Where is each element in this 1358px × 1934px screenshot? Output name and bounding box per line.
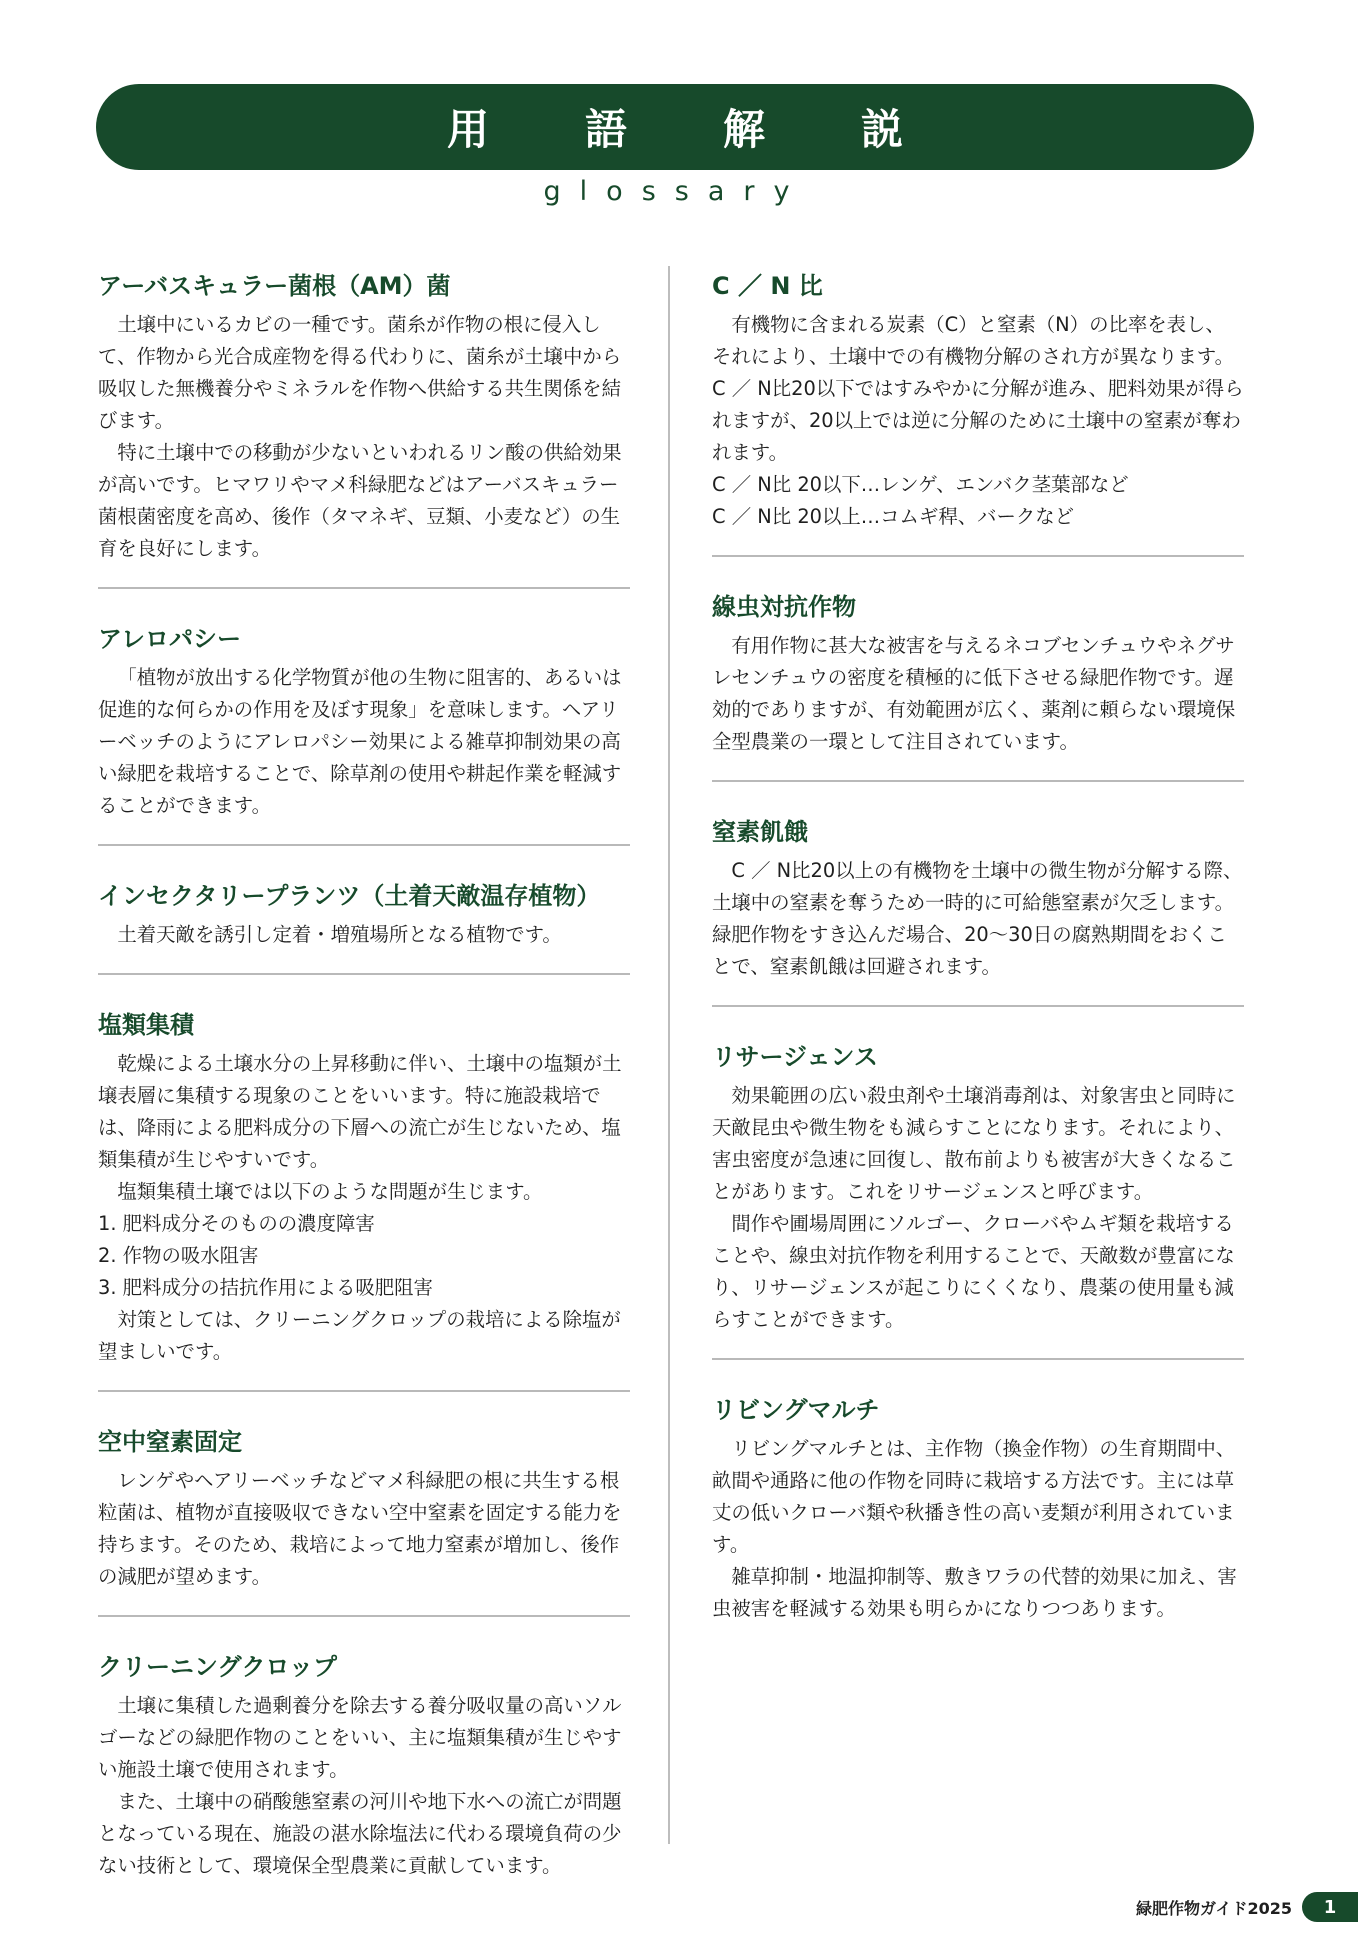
definition-paragraph: 間作や圃場周囲にソルゴー、クローバやムギ類を栽培することや、線虫対抗作物を利用することで、天敵数が豊富になり、リサージェンスが起こりにくくなり、農薬の使用量も減らすことができます。	[712, 1212, 1235, 1331]
ratio-example-line: C ／ N比 20以上…コムギ稈、バークなど	[712, 505, 1075, 528]
glossary-entry	[712, 1390, 1244, 1647]
page-footer	[1136, 1892, 1358, 1922]
numbered-list-item: 2. 作物の吸水阻害	[98, 1244, 259, 1267]
definition-paragraph: 特に土壌中での移動が少ないといわれるリン酸の供給効果が高いです。ヒマワリやマメ科緑肥などはアーバスキュラー菌根菌密度を高め、後作（タマネギ、豆類、小麦など）の生育を良好にします。	[98, 441, 622, 560]
title-banner	[96, 84, 1254, 170]
definition-paragraph: 雑草抑制・地温抑制等、敷きワラの代替的効果に加え、害虫被害を軽減する効果も明らかになりつつあります。	[712, 1565, 1237, 1620]
glossary-term: 線虫対抗作物	[712, 593, 856, 621]
glossary-entry	[712, 812, 1244, 1007]
definition-paragraph: 土壌中にいるカビの一種です。菌糸が作物の根に侵入して、作物から光合成産物を得る代わりに、菌糸が土壌中から吸収した無機養分やミネラルを作物へ供給する共生関係を結びます。	[98, 313, 622, 432]
glossary-entry	[98, 1422, 630, 1617]
glossary-term: クリーニングクロップ	[98, 1653, 338, 1681]
definition-paragraph: レンゲやヘアリーベッチなどマメ科緑肥の根に共生する根粒菌は、植物が直接吸収できない空中窒素を固定する能力を持ちます。そのため、栽培によって地力窒素が増加し、後作の減肥が望めます。	[98, 1469, 622, 1588]
page-number: 1	[1302, 1892, 1358, 1922]
glossary-term: 空中窒素固定	[98, 1428, 242, 1456]
definition-paragraph: また、土壌中の硝酸態窒素の河川や地下水への流亡が問題となっている現在、施設の湛水除塩法に代わる環境負荷の少ない技術として、環境保全型農業に貢献しています。	[98, 1790, 622, 1877]
guide-name: 緑肥作物ガイド2025	[1135, 1898, 1292, 1918]
glossary-term: インセクタリープランツ（土着天敵温存植物）	[98, 882, 601, 910]
glossary-entry	[712, 1037, 1244, 1360]
glossary-entry	[98, 619, 630, 846]
glossary-entry	[712, 587, 1244, 782]
glossary-term: アレロパシー	[98, 625, 242, 653]
glossary-term: リサージェンス	[712, 1043, 878, 1071]
glossary-term: 塩類集積	[98, 1011, 194, 1039]
glossary-term: アーバスキュラー菌根（AM）菌	[98, 272, 451, 300]
definition-paragraph: C ／ N比20以上の有機物を土壌中の微生物が分解する際、土壌中の窒素を奪うため一時的に可給態窒素が欠乏します。緑肥作物をすき込んだ場合、20〜30日の腐熟期間をおくことで、窒素飢餓は回避されます。	[712, 859, 1243, 978]
glossary-term: リビングマルチ	[712, 1396, 880, 1424]
glossary-entry	[98, 1005, 630, 1392]
definition-paragraph: 有機物に含まれる炭素（C）と窒素（N）の比率を表し、それにより、土壌中での有機物分解のされ方が異なります。C ／ N比20以下ではすみやかに分解が進み、肥料効果が得られますが、20以上では逆に分解のために土壌中の窒素が奪われます。	[712, 313, 1244, 464]
ratio-example-line: C ／ N比 20以下…レンゲ、エンバク茎葉部など	[712, 473, 1129, 496]
definition-paragraph: リビングマルチとは、主作物（換金作物）の生育期間中、畝間や通路に他の作物を同時に栽培する方法です。主には草丈の低いクローバ類や秋播き性の高い麦類が利用されています。	[712, 1437, 1236, 1556]
page-subtitle: glossary	[543, 176, 809, 207]
definition-paragraph: 有用作物に甚大な被害を与えるネコブセンチュウやネグサレセンチュウの密度を積極的に低下させる緑肥作物です。遅効的でありますが、有効範囲が広く、薬剤に頼らない環境保全型農業の一環として注目されています。	[712, 634, 1236, 753]
numbered-list-item: 1. 肥料成分そのものの濃度障害	[98, 1212, 375, 1235]
definition-paragraph: 塩類集積土壌では以下のような問題が生じます。	[117, 1180, 543, 1203]
definition-paragraph: 対策としては、クリーニングクロップの栽培による除塩が望ましいです。	[98, 1308, 621, 1363]
definition-paragraph: 乾燥による土壌水分の上昇移動に伴い、土壌中の塩類が土壌表層に集積する現象のことをいいます。特に施設栽培では、降雨による肥料成分の下層への流亡が生じないため、塩類集積が生じやすいです。	[98, 1052, 622, 1171]
glossary-entry	[712, 266, 1244, 557]
definition-paragraph: 土壌に集積した過剰養分を除去する養分吸収量の高いソルゴーなどの緑肥作物のことをいい、主に塩類集積が生じやすい施設土壌で使用されます。	[98, 1694, 622, 1781]
column-divider	[668, 266, 670, 1844]
right-column	[712, 266, 1244, 1677]
page-title: 用語解説	[446, 105, 999, 154]
glossary-entry	[98, 1647, 630, 1904]
glossary-entry	[98, 266, 630, 589]
left-column	[98, 266, 630, 1934]
definition-paragraph: 「植物が放出する化学物質が他の生物に阻害的、あるいは促進的な何らかの作用を及ぼす現象」を意味します。ヘアリーベッチのようにアレロパシー効果による雑草抑制効果の高い緑肥を栽培することで、除草剤の使用や耕起作業を軽減することができます。	[98, 666, 622, 817]
glossary-term: 窒素飢餓	[712, 818, 808, 846]
numbered-list-item: 3. 肥料成分の拮抗作用による吸肥阻害	[98, 1276, 433, 1299]
glossary-term: C ／ N 比	[712, 272, 823, 300]
glossary-entry	[98, 876, 630, 975]
definition-paragraph: 効果範囲の広い殺虫剤や土壌消毒剤は、対象害虫と同時に天敵昆虫や微生物をも減らすことになります。それにより、害虫密度が急速に回復し、散布前よりも被害が大きくなることがあります。これをリサージェンスと呼びます。	[712, 1084, 1236, 1203]
definition-paragraph: 土着天敵を誘引し定着・増殖場所となる植物です。	[117, 923, 562, 946]
